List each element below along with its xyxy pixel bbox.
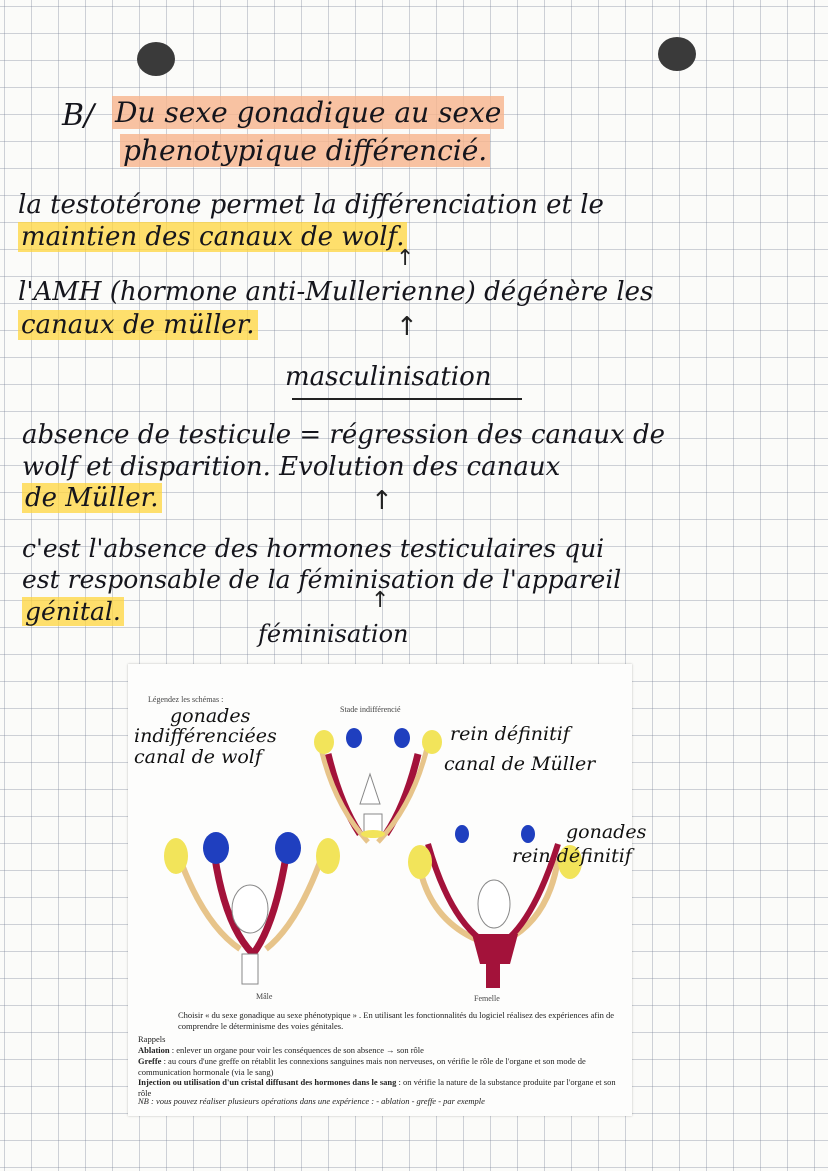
rappel-nb: NB : vous pouvez réaliser plusieurs opérations dans une expérience : - ablation - greffe - par exemple [138, 1096, 485, 1106]
rappel-injection: Injection ou utilisation d'un cristal diffusant des hormones dans le sang : on vérifie la nature de la substance produite par l'organe et son rôle [138, 1077, 616, 1098]
paragraph-4-line-2: est responsable de la féminisation de l'appareil [22, 565, 622, 594]
annotation-indifferenciees: indifférenciées [134, 725, 277, 747]
feminisation-label: féminisation [258, 620, 409, 648]
masculinisation-underline [292, 398, 522, 400]
rappels-title: Rappels [138, 1034, 166, 1044]
female-label: Femelle [474, 994, 500, 1003]
section-heading-line2: phenotypique différencié. [120, 134, 490, 167]
paragraph-1-line-1: la testotérone permet la différenciation et le [18, 190, 604, 220]
male-drawing [164, 832, 340, 984]
figure-choose-instructions: Choisir « du sexe gonadique au sexe phénotypique » . En utilisant les fonctionnalités du logiciel réalisez des expériences afin de comprendre le déterminisme des voies génitales. [178, 1010, 614, 1031]
up-arrow-icon: ↑ [396, 246, 415, 271]
section-heading-line1: Du sexe gonadique au sexe [112, 96, 504, 129]
paragraph-2-line-2: canaux de müller. [18, 310, 258, 340]
paragraph-4-line-3: génital. [22, 597, 124, 626]
section-marker: B/ [62, 98, 95, 133]
paragraph-2-line-1: l'AMH (hormone anti-Mullerienne) dégénère les [18, 277, 654, 307]
pasted-diagram-sheet [128, 664, 647, 1116]
up-arrow-icon: ↑ [371, 486, 393, 516]
binder-hole-right [658, 37, 696, 71]
male-label: Mâle [256, 992, 273, 1001]
annotation-gonades: gonades [170, 705, 251, 727]
up-arrow-icon: ↑ [396, 312, 418, 342]
annotation-gonades-2: gonades [566, 821, 647, 843]
annotation-rein-definitif: rein définitif [450, 723, 570, 745]
rappel-greffe: Greffe : au cours d'une greffe on rétablit les connexions sanguines mais non nerveuses, on vérifie le rôle de l'organe et son mode de communication hormonale (via le sang) [138, 1056, 586, 1077]
paragraph-1-line-2: maintien des canaux de wolf. [18, 222, 407, 252]
up-arrow-icon: ↑ [371, 588, 390, 613]
paragraph-3-line-3: de Müller. [22, 483, 162, 513]
paragraph-4-line-1: c'est l'absence des hormones testiculaires qui [22, 534, 605, 563]
paragraph-3-line-1: absence de testicule = régression des canaux de [22, 420, 665, 450]
paragraph-3-line-2: wolf et disparition. Evolution des canaux [22, 452, 561, 482]
rappel-ablation: Ablation : enlever un organe pour voir les conséquences de son absence → son rôle [138, 1045, 424, 1055]
binder-hole-left [137, 42, 175, 76]
indifferent-stage-drawing [314, 728, 442, 842]
masculinisation-label: masculinisation [285, 362, 492, 392]
stage-label: Stade indifférencié [340, 705, 401, 714]
figure-prompt: Légendez les schémas : [148, 695, 224, 704]
annotation-canal-wolf: canal de wolf [134, 746, 262, 768]
annotation-canal-muller: canal de Müller [444, 753, 596, 775]
annotation-rein-definitif-2: rein définitif [512, 845, 632, 867]
